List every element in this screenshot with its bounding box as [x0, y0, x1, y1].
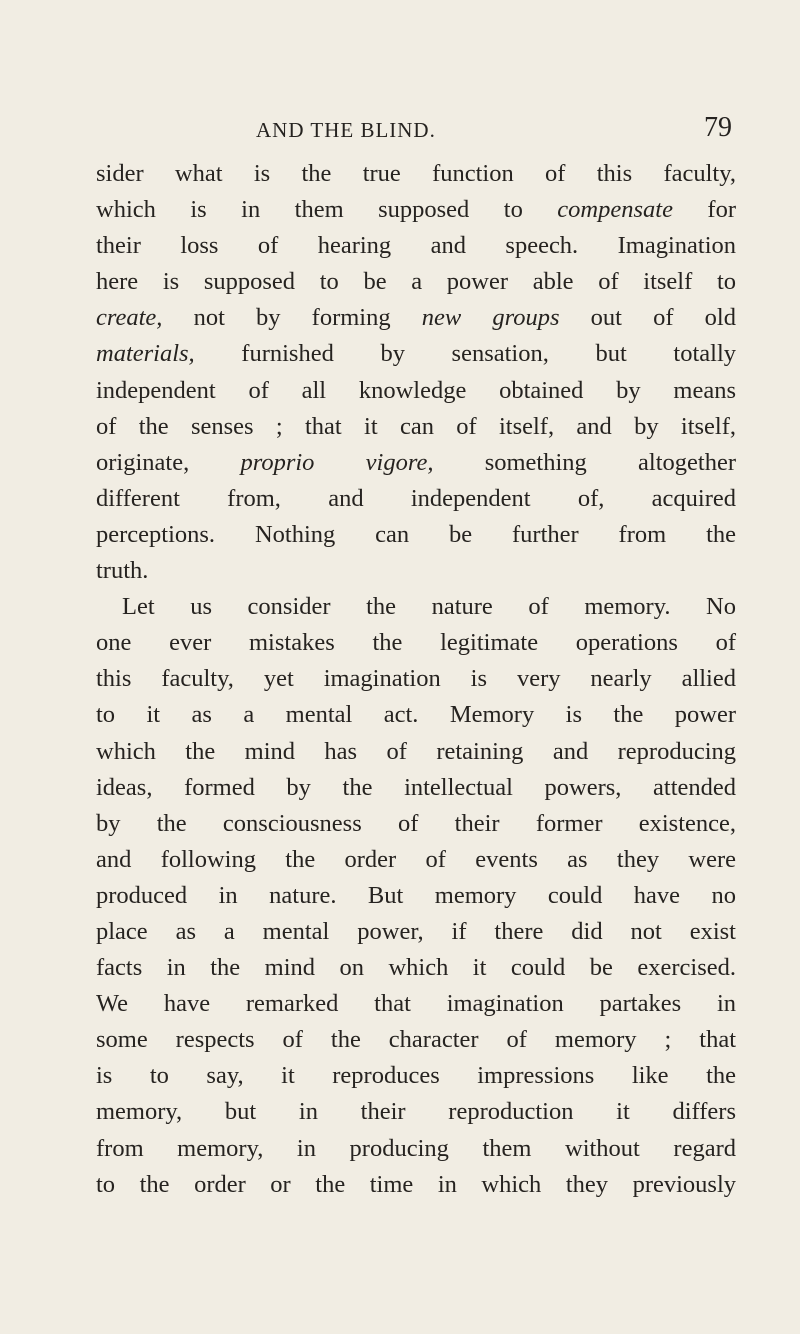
- running-head: [96, 112, 736, 152]
- text-line: perceptions. Nothing can be further from the: [96, 520, 736, 548]
- text-line: their loss of hearing and speech. Imagination: [96, 232, 736, 260]
- text-line: place as a mental power, if there did not exist: [96, 917, 736, 945]
- text-line: memory, but in their reproduction it differs: [96, 1098, 736, 1126]
- body-text: [96, 156, 736, 1203]
- text-line: We have remarked that imagination partakes in: [96, 990, 736, 1018]
- italic-term: proprio vigore,: [240, 448, 434, 476]
- text-line: create, not by forming new groups out of old: [96, 304, 736, 332]
- text-line: is to say, it reproduces impressions like the: [96, 1062, 736, 1090]
- italic-term: new groups: [421, 304, 560, 332]
- paragraph-start: Let us consider the nature of memory. No: [122, 593, 736, 621]
- text-line: which is in them supposed to compensate for: [96, 196, 736, 224]
- text-line: truth.: [96, 557, 149, 585]
- page-number: 79: [704, 112, 732, 143]
- text-line: independent of all knowledge obtained by means: [96, 376, 736, 404]
- italic-term: materials,: [96, 340, 195, 368]
- text-line: ideas, formed by the intellectual powers, attended: [96, 773, 736, 801]
- text-line: by the consciousness of their former existence,: [96, 809, 736, 837]
- italic-term: compensate: [557, 196, 673, 224]
- text-line: some respects of the character of memory ; that: [96, 1026, 736, 1054]
- text-line: this faculty, yet imagination is very nearly allied: [96, 665, 736, 693]
- text-line: sider what is the true function of this faculty,: [96, 160, 736, 187]
- text-line: here is supposed to be a power able of itself to: [96, 268, 736, 296]
- text-line: materials, furnished by sensation, but totally: [96, 340, 736, 368]
- text-line: to the order or the time in which they previously: [96, 1170, 736, 1198]
- text-line: and following the order of events as they were: [96, 845, 736, 873]
- italic-term: create,: [96, 304, 163, 332]
- text-line: to it as a mental act. Memory is the power: [96, 701, 736, 729]
- text-line: from memory, in producing them without regard: [96, 1134, 736, 1162]
- running-title: AND THE BLIND.: [256, 118, 436, 142]
- text-line: originate, proprio vigore, something altogether: [96, 448, 736, 476]
- text-line: facts in the mind on which it could be exercised.: [96, 954, 736, 982]
- text-line: produced in nature. But memory could have no: [96, 881, 736, 909]
- text-line: of the senses ; that it can of itself, and by itself,: [96, 412, 736, 440]
- text-line: which the mind has of retaining and reproducing: [96, 737, 736, 765]
- text-line: one ever mistakes the legitimate operations of: [96, 629, 736, 657]
- text-line: different from, and independent of, acquired: [96, 484, 736, 512]
